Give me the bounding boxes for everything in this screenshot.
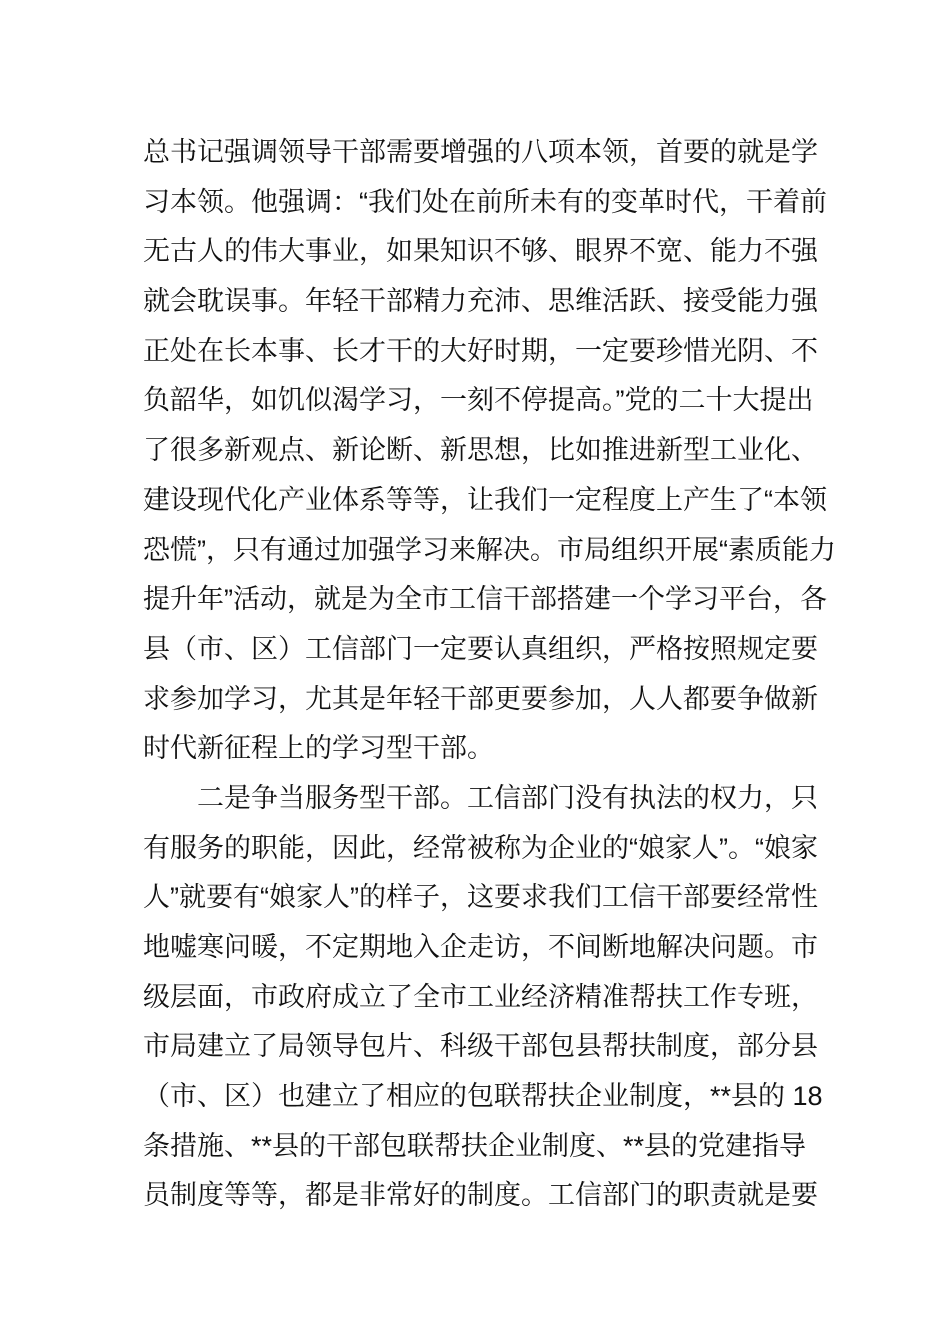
text-line: 恐慌”，只有通过加强学习来解决。市局组织开展“素质能力 [143, 534, 836, 565]
text-line: 负韶华，如饥似渴学习，一刻不停提高。”党的二十大提出 [143, 385, 814, 416]
text-line: 无古人的伟大事业，如果知识不够、眼界不宽、能力不强 [143, 236, 818, 267]
text-line: 县（市、区）工信部门一定要认真组织，严格按照规定要 [143, 633, 818, 664]
text-line: 有服务的职能，因此，经常被称为企业的“娘家人”。“娘家 [143, 832, 818, 863]
text-line: 市局建立了局领导包片、科级干部包县帮扶制度，部分县 [143, 1031, 818, 1062]
text-line: 人”就要有“娘家人”的样子，这要求我们工信干部要经常性 [143, 882, 818, 913]
text-line: 总书记强调领导干部需要增强的八项本领，首要的就是学 [143, 137, 818, 167]
document-page [143, 128, 836, 1221]
text-line: 地嘘寒问暖，不定期地入企走访，不间断地解决问题。市 [143, 932, 818, 962]
text-line: 了很多新观点、新论断、新思想，比如推进新型工业化、 [143, 435, 818, 466]
text-line: 级层面，市政府成立了全市工业经济精准帮扶工作专班， [143, 981, 818, 1012]
text-line: 员制度等等，都是非常好的制度。工信部门的职责就是要 [143, 1180, 818, 1211]
text-line: 求参加学习，尤其是年轻干部更要参加，人人都要争做新 [143, 683, 818, 714]
text-line: 时代新征程上的学习型干部。 [143, 733, 494, 764]
text-line: 就会耽误事。年轻干部精力充沛、思维活跃、接受能力强 [143, 286, 818, 317]
text-line: （市、区）也建立了相应的包联帮扶企业制度，**县的 18 [143, 1081, 823, 1112]
paragraph-heading-line: 二是争当服务型干部。工信部门没有执法的权力，只 [197, 782, 818, 813]
text-line: 提升年”活动，就是为全市工信干部搭建一个学习平台，各 [143, 584, 827, 615]
text-line: 习本领。他强调：“我们处在前所未有的变革时代，干着前 [143, 186, 827, 217]
text-line: 条措施、**县的干部包联帮扶企业制度、**县的党建指导 [143, 1130, 807, 1161]
text-line: 正处在长本事、长才干的大好时期，一定要珍惜光阴、不 [143, 335, 818, 366]
text-line: 建设现代化产业体系等等，让我们一定程度上产生了“本领 [143, 484, 827, 515]
